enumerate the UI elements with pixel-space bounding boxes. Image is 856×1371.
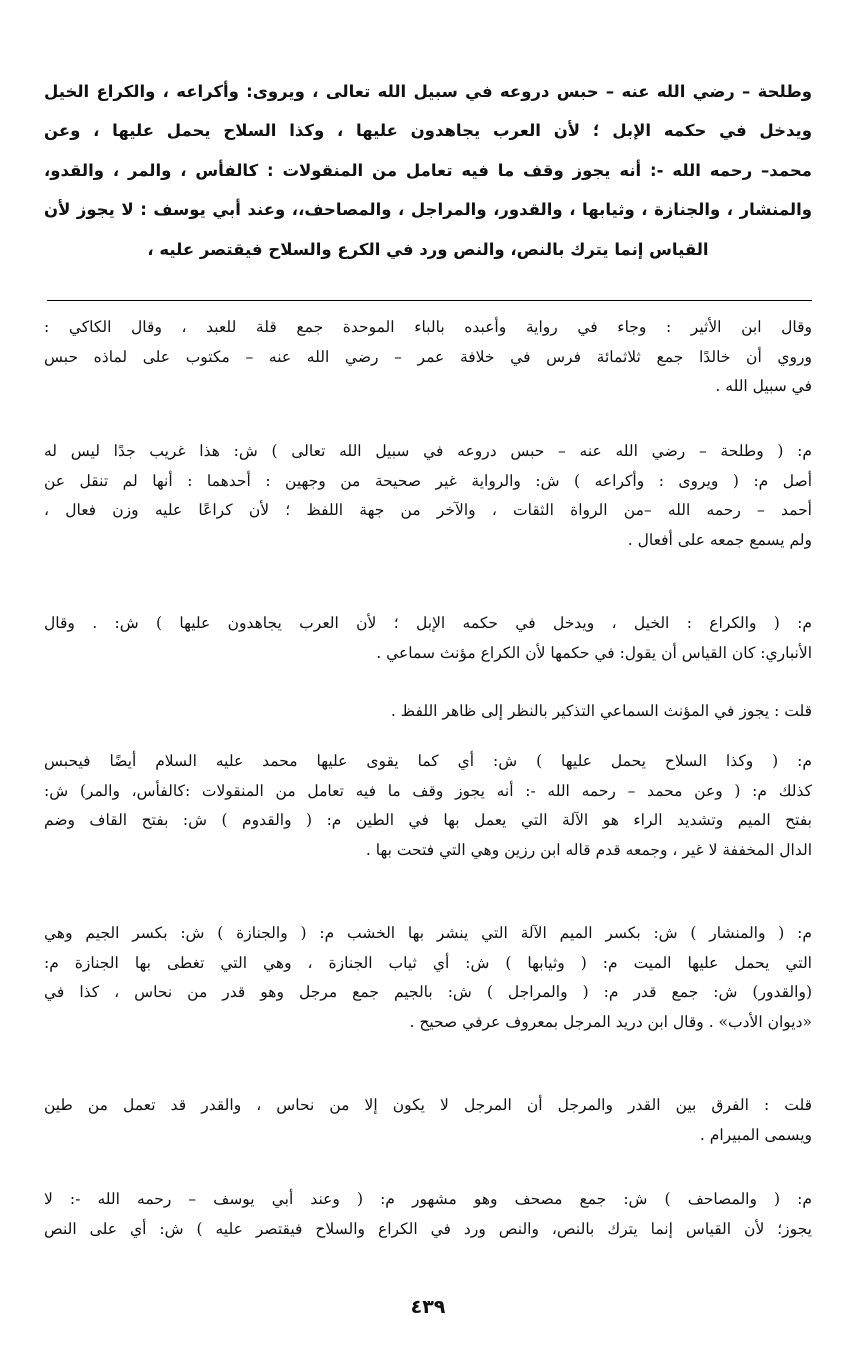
commentary-line: كذلك م: ( وعن محمد – رحمه الله -: أنه يجوز وقف ما فيه تعامل من المنقولات :كالفأس، والمر) ش: [44,781,812,800]
commentary-line: (والقدور) ش: جمع قدر م: ( والمراجل ) ش: بالجيم جمع مرجل وهو قدر من نحاس ، كذا في [44,983,812,1002]
commentary-paragraph [44,747,812,865]
commentary-line: ويسمى المبيرام . [699,1125,812,1144]
commentary-line: م: ( والكراع : الخيل ، ويدخل في حكمه الإبل ؛ لأن العرب يجاهدون عليها ) ش: . وقال [44,614,812,632]
commentary-line: أصل م: ( ويروى : وأكراعه ) ش: والرواية غير صحيحة من وجهين : أحدهما : أنها لم تنقل عن [44,471,812,490]
commentary-line: م: ( وكذا السلاح يحمل عليها ) ش: أي كما يقوى عليها محمد عليه السلام أيضًا فيحبس [44,752,812,770]
main-text-line: محمد– رحمه الله -: أنه يجوز وقف ما فيه تعامل من المنقولات : كالفأس ، والمر ، والقدو، [44,160,812,180]
main-text-line: ويدخل في حكمه الإبل ؛ لأن العرب يجاهدون عليها ، وكذا السلاح يحمل عليها ، وعن [44,121,812,141]
commentary-line: الأنباري: كان القياس أن يقول: في حكمها لأن الكراع مؤنث سماعي . [376,643,812,662]
commentary-line: «ديوان الأدب» . وقال ابن دريد المرجل بمعروف عرفي صحيح . [409,1012,812,1031]
main-text [44,72,812,269]
commentary-line: م: ( والمصاحف ) ش: جمع مصحف وهو مشهور م: ( وعند أبي يوسف – رحمه الله -: لا [44,1190,812,1208]
commentary-paragraph [44,697,812,727]
main-text-line: القياس إنما يترك بالنص، والنص ورد في الكرع والسلاح فيقتصر عليه ، [147,239,709,259]
commentary-line: بفتح الميم وتشديد الراء هو الآلة التي يعمل بها في الطين م: ( والقدوم ) ش: بفتح القاف وضم [44,811,812,830]
main-text-line: والمنشار ، والجنازة ، وثيابها ، والقدور، والمراجل ، والمصاحف،، وعند أبي يوسف : لا يجوز لأن [44,200,812,220]
commentary-line: قلت : يجوز في المؤنث السماعي التذكير بالنظر إلى ظاهر اللفظ . [390,702,812,720]
commentary-line: يجوز؛ لأن القياس إنما يترك بالنص، والنص ورد في الكراع والسلاح فيقتصر عليه ) ش: أي على النص [44,1219,812,1238]
commentary-paragraph [44,919,812,1037]
commentary-paragraph [44,609,812,668]
commentary-line: الدال المخففة لا غير ، وجمعه قدم قاله ابن رزين وهي التي فتحت بها . [365,840,812,859]
commentary-paragraph [44,437,812,555]
page-number: ٤٣٩ [410,1296,446,1318]
commentary-line: وروي أن خالدًا جمع ثلاثمائة فرس في خلافة عمر – رضي الله عنه – مكتوب على لماذه حبس [44,347,812,366]
commentary-line: التي يحمل عليها الميت م: ( وثيابها ) ش: أي ثياب الجنازة ، وهي التي تغطى بها الجنازة م: [44,953,812,972]
commentary-paragraph [44,313,812,402]
separator-rule [47,300,812,301]
commentary-line: م: ( وطلحة – رضي الله عنه – حبس دروعه في سبيل الله تعالى ) ش: هذا غريب جدًا ليس له [44,442,812,460]
main-text-line: وطلحة – رضي الله عنه – حبس دروعه في سبيل الله تعالى ، ويروى: وأكراعه ، والكراع الخيل [44,82,812,101]
commentary-line: أحمد – رحمه الله –من الرواة الثقات ، والآخر من جهة اللفظ ؛ لأن كراعًا عليه وزن فعال ، [44,501,812,520]
commentary-line: م: ( والمنشار ) ش: بكسر الميم الآلة التي ينشر بها الخشب م: ( والجنازة ) ش: بكسر الجيم وهي [44,924,812,942]
commentary-paragraph [44,1091,812,1150]
commentary-line: ولم يسمع جمعه على أفعال . [627,530,812,549]
commentary-paragraph [44,1185,812,1244]
commentary-line: قلت : الفرق بين القدر والمرجل أن المرجل لا يكون إلا من نحاس ، والقدر قد تعمل من طين [44,1096,812,1114]
commentary-line: وقال ابن الأثير : وجاء في رواية وأعبده بالباء الموحدة جمع قلة للعبد ، وقال الكاكي : [44,318,812,336]
commentary-line: في سبيل الله . [715,377,812,396]
